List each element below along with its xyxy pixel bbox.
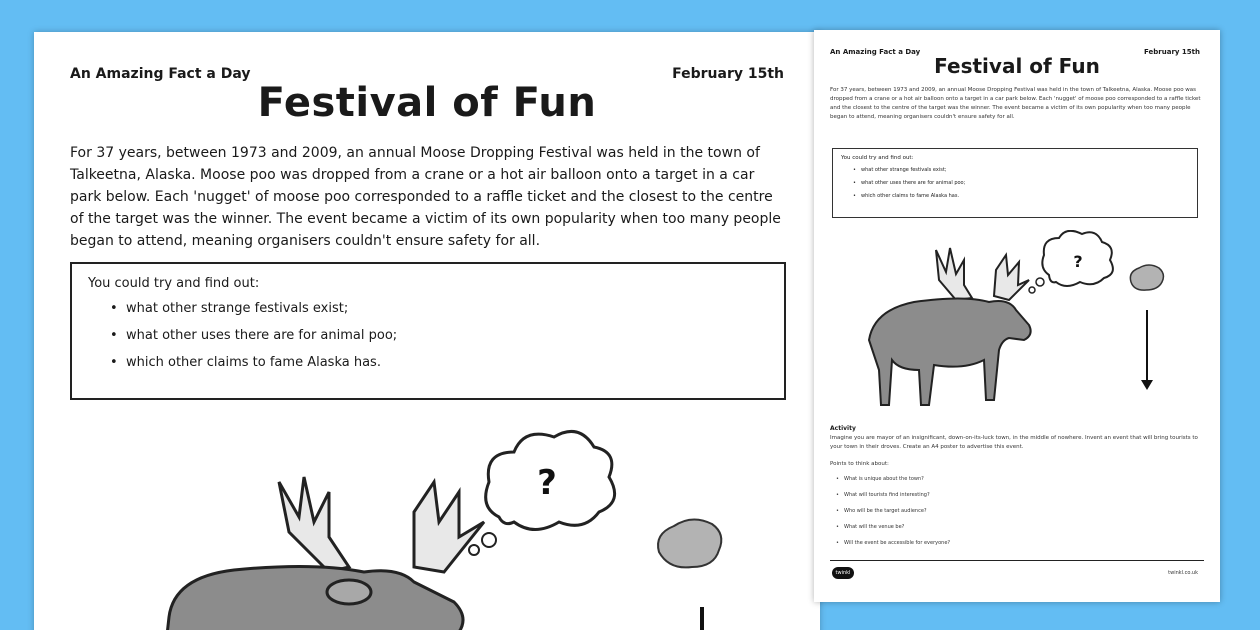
thought-cloud-icon	[486, 431, 615, 529]
points-heading: Points to think about:	[830, 461, 889, 467]
moose-illustration	[844, 230, 1194, 415]
thought-mark: ?	[1073, 252, 1083, 271]
points-item: • Will the event be accessible for everyone?	[844, 540, 950, 546]
find-out-item: • which other claims to fame Alaska has.	[126, 355, 768, 370]
fact-label: An Amazing Fact a Day	[70, 66, 251, 82]
points-item: • What will tourists find interesting?	[844, 492, 950, 498]
activity-text: Imagine you are mayor of an insignificant, down-on-its-luck town, in the middle of nowhere. Invent an event that will bring tourists to your town in their droves. Create an A4 poster to advertise this event.	[830, 435, 1198, 450]
fact-paragraph: For 37 years, between 1973 and 2009, an annual Moose Dropping Festival was held in the town of Talkeetna, Alaska. Moose poo was dropped from a crane or a hot air balloon onto a target in a car park below. Each 'nugget' of moose poo corresponded to a raffle ticket and the closest to the centre of the target was the winner. The event became a victim of its own popularity when too many people began to attend, meaning organisers couldn't ensure safety for all.	[70, 145, 781, 249]
find-out-box	[70, 262, 786, 400]
moose-dropping-icon	[1130, 265, 1163, 290]
find-out-box	[832, 148, 1198, 218]
fact-label: An Amazing Fact a Day	[830, 48, 921, 56]
moose-antler-icon	[279, 477, 484, 572]
date-label: February 15th	[672, 66, 784, 82]
find-out-item: • what other uses there are for animal poo;	[126, 328, 768, 343]
points-item: • What will the venue be?	[844, 524, 950, 530]
worksheet-page-large	[34, 32, 820, 630]
points-item: • Who will be the target audience?	[844, 508, 950, 514]
page-title: Festival of Fun	[257, 80, 597, 126]
points-list	[844, 476, 950, 556]
find-out-item: • what other strange festivals exist;	[126, 301, 768, 316]
moose-illustration	[114, 422, 764, 630]
footer-divider	[830, 560, 1204, 561]
footer-url: twinkl.co.uk	[1168, 570, 1198, 576]
moose-body-icon	[164, 566, 463, 630]
date-label: February 15th	[1144, 48, 1200, 56]
find-out-list	[88, 301, 768, 370]
find-out-item: • what other uses there are for animal poo;	[861, 180, 1189, 186]
find-out-intro: You could try and find out:	[88, 276, 260, 291]
moose-dropping-icon	[658, 519, 721, 567]
twinkl-logo-icon: twinkl	[832, 567, 854, 579]
activity-heading: Activity	[830, 425, 856, 432]
worksheet-page-small	[814, 30, 1220, 602]
moose-body-icon	[869, 299, 1031, 406]
page-title: Festival of Fun	[934, 54, 1100, 78]
fact-paragraph: For 37 years, between 1973 and 2009, an annual Moose Dropping Festival was held in the town of Talkeetna, Alaska. Moose poo was dropped from a crane or a hot air balloon onto a target in a car park below. Each 'nugget' of moose poo corresponded to a raffle ticket and the closest to the centre of the target was the winner. The event became a victim of its own popularity when too many people began to attend, meaning organisers couldn't ensure safety for all.	[830, 87, 1201, 120]
thought-mark: ?	[537, 463, 557, 503]
thought-cloud-icon	[1042, 231, 1113, 286]
points-item: • What is unique about the town?	[844, 476, 950, 482]
find-out-item: • what other strange festivals exist;	[861, 167, 1189, 173]
find-out-list	[841, 167, 1189, 199]
find-out-item: • which other claims to fame Alaska has.	[861, 193, 1189, 199]
find-out-intro: You could try and find out:	[841, 155, 914, 161]
moose-antler-icon	[936, 248, 1029, 300]
drop-arrow-icon	[1141, 310, 1153, 390]
